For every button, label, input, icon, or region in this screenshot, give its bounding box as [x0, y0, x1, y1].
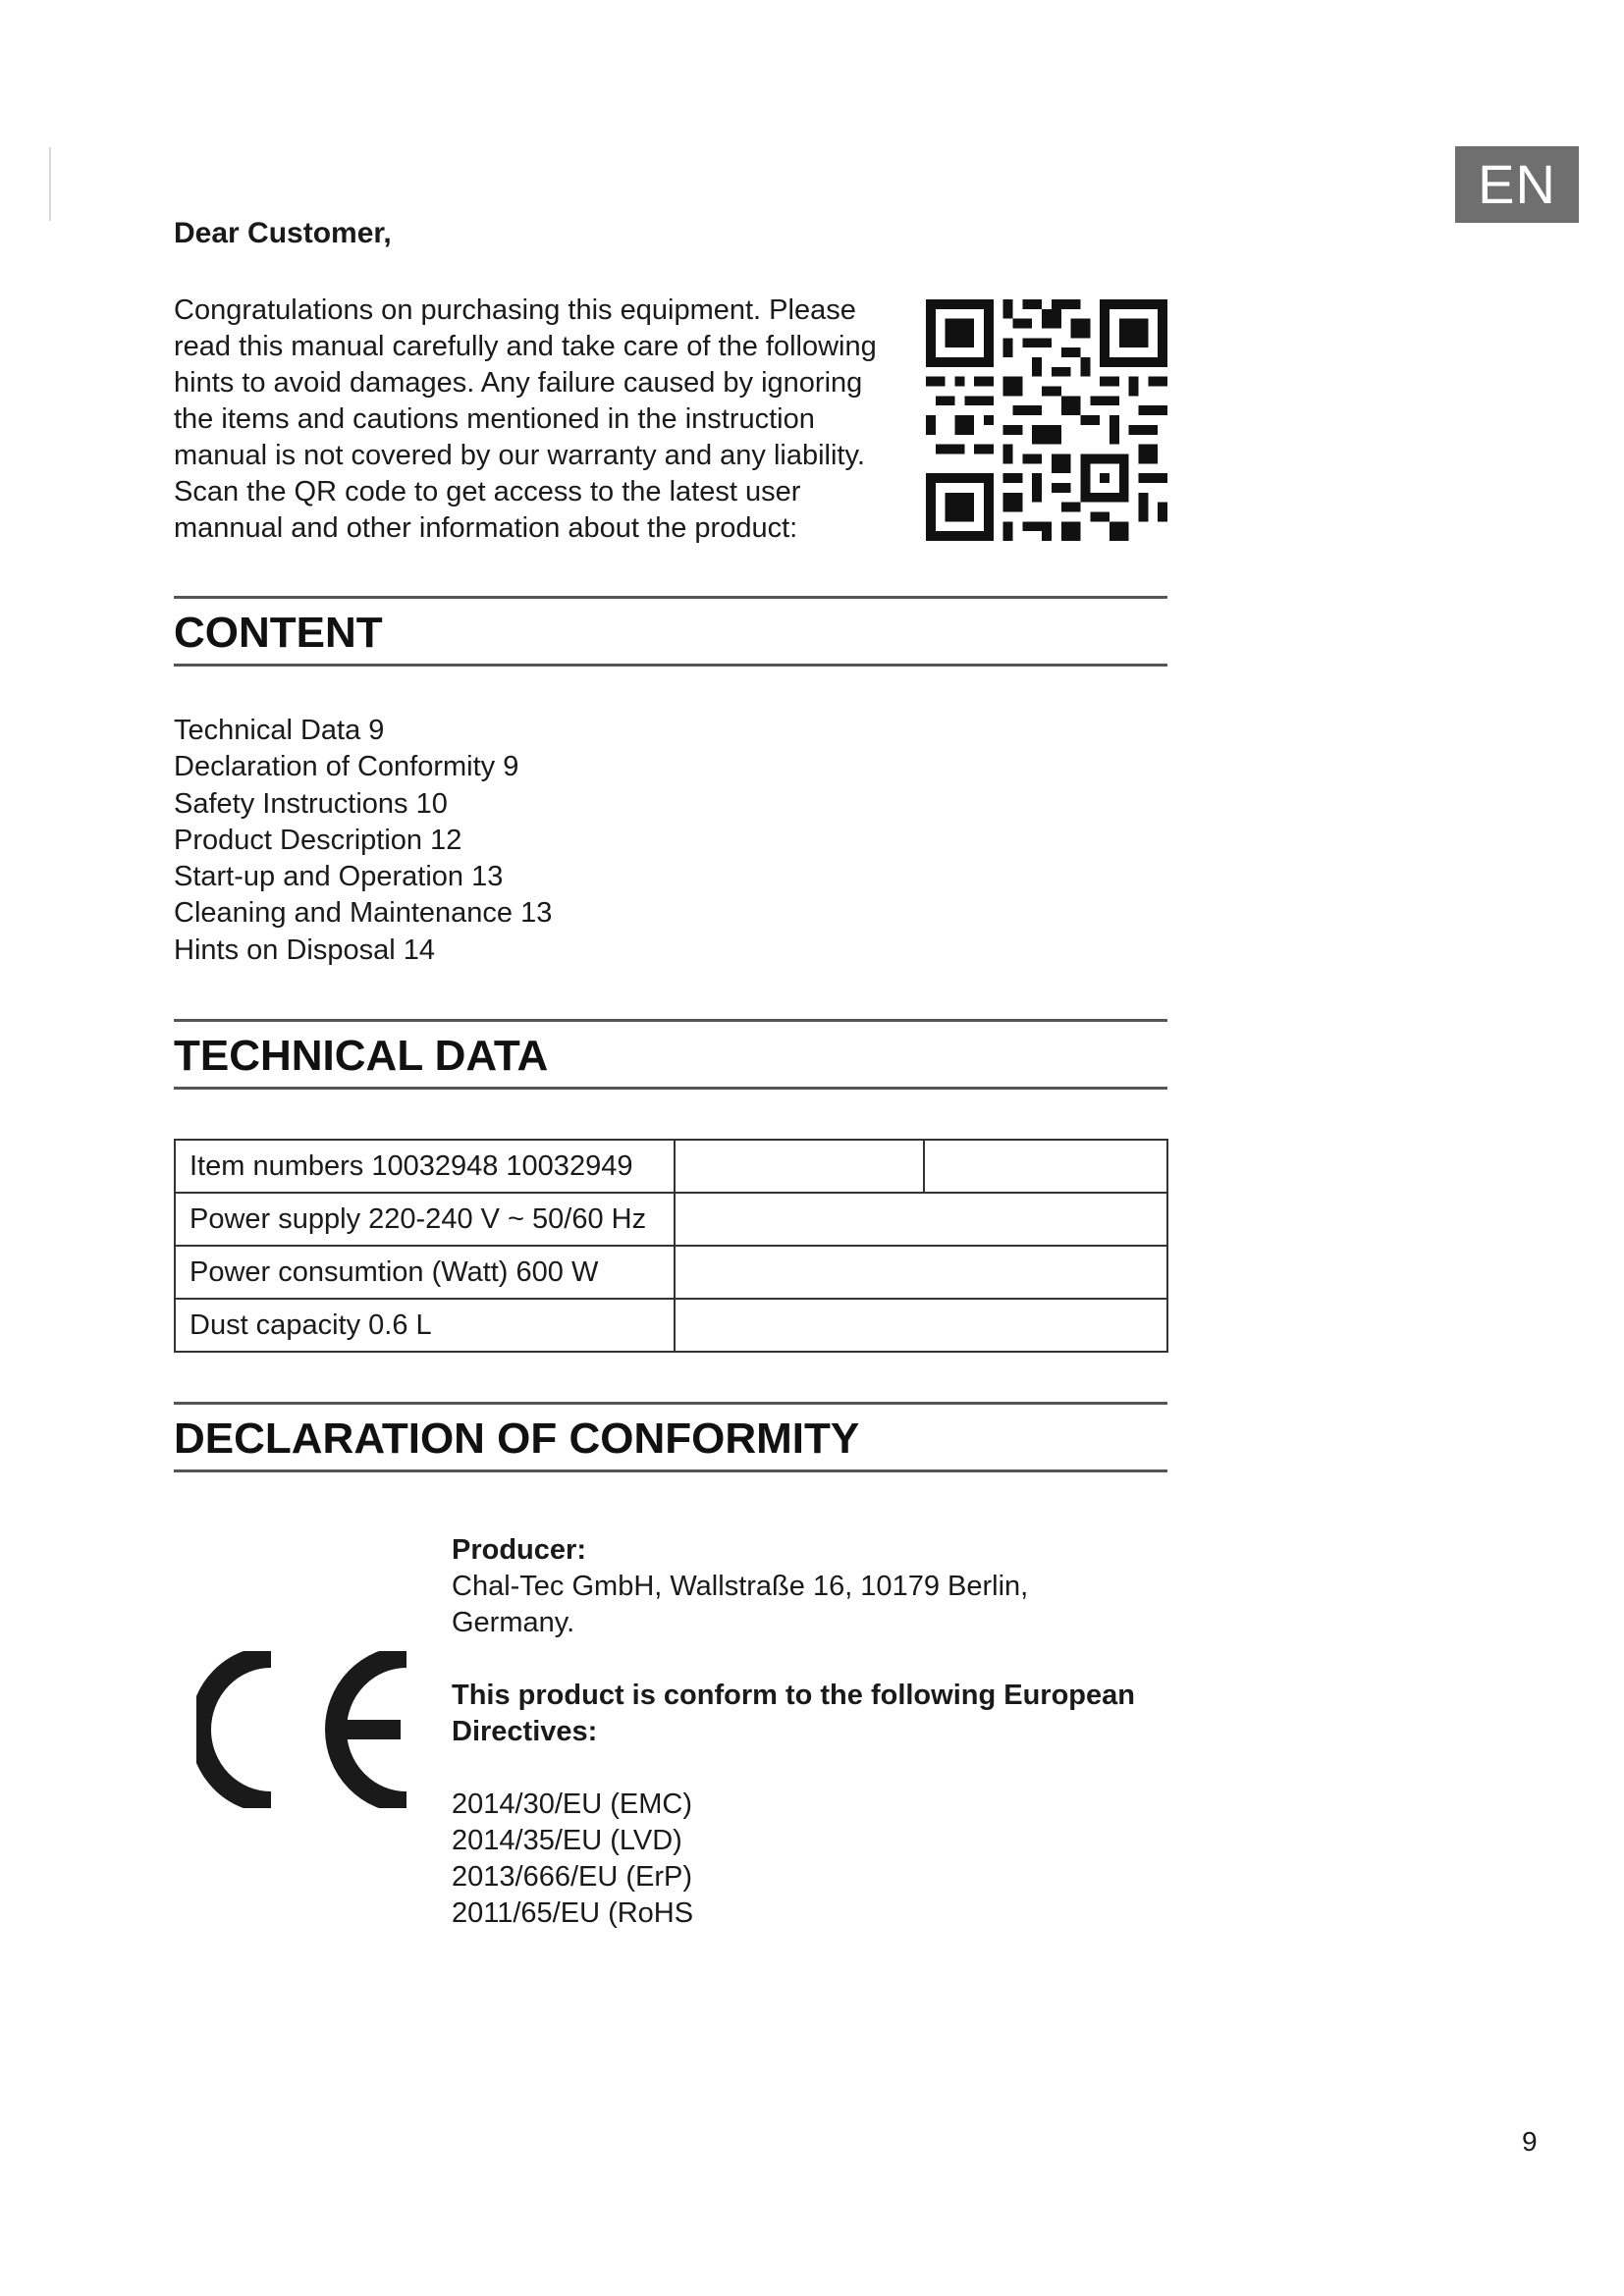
table-row	[175, 1193, 1167, 1246]
table-cell: Power supply 220-240 V ~ 50/60 Hz	[175, 1193, 675, 1246]
greeting: Dear Customer,	[174, 217, 392, 249]
toc-item: Product Description 12	[174, 824, 462, 856]
intro-line: Congratulations on purchasing this equipment. Please	[174, 294, 856, 326]
intro-line: hints to avoid damages. Any failure caused by ignoring	[174, 367, 863, 399]
table-cell: Power consumtion (Watt) 600 W	[175, 1246, 675, 1299]
toc-item: Declaration of Conformity 9	[174, 751, 519, 783]
directive-item: 2013/666/EU (ErP)	[452, 1861, 693, 1893]
table-cell	[924, 1140, 1167, 1193]
section-title-content: CONTENT	[174, 596, 1167, 667]
producer-label: Producer:	[452, 1534, 586, 1566]
table-of-contents	[174, 713, 552, 969]
intro-line: read this manual carefully and take care of the following	[174, 331, 877, 362]
table-cell: Item numbers 10032948 10032949	[175, 1140, 675, 1193]
table-cell	[675, 1193, 1167, 1246]
directives-heading: This product is conform to the following European	[452, 1680, 1135, 1711]
directives-heading: Directives:	[452, 1716, 598, 1747]
page-number: 9	[1522, 2126, 1538, 2157]
ce-mark-icon	[196, 1651, 414, 1808]
directive-item: 2011/65/EU (RoHS	[452, 1897, 694, 1929]
toc-item: Technical Data 9	[174, 715, 385, 746]
margin-mark	[49, 147, 51, 221]
producer-line: Germany.	[452, 1607, 575, 1638]
toc-item: Cleaning and Maintenance 13	[174, 897, 553, 930]
section-title-technical-data: TECHNICAL DATA	[174, 1019, 1167, 1090]
toc-item: Safety Instructions 10	[174, 787, 448, 820]
intro-line: Scan the QR code to get access to the latest user	[174, 476, 801, 507]
toc-item: Hints on Disposal 14	[174, 934, 435, 966]
table-row	[175, 1140, 1167, 1193]
intro-line: manual is not covered by our warranty and any liability.	[174, 440, 865, 471]
table-row	[175, 1246, 1167, 1299]
language-badge: EN	[1455, 146, 1579, 223]
table-cell	[675, 1299, 1167, 1352]
technical-data-table	[174, 1139, 1168, 1353]
producer-line: Chal-Tec GmbH, Wallstraße 16, 10179 Berlin,	[452, 1571, 1029, 1602]
directive-item: 2014/30/EU (EMC)	[452, 1789, 692, 1820]
table-cell: Dust capacity 0.6 L	[175, 1299, 675, 1352]
section-title-declaration: DECLARATION OF CONFORMITY	[174, 1402, 1167, 1472]
declaration-block	[452, 1532, 1159, 1932]
table-cell	[675, 1140, 924, 1193]
intro-line: the items and cautions mentioned in the instruction	[174, 403, 815, 435]
directive-item: 2014/35/EU (LVD)	[452, 1825, 682, 1856]
table-row	[175, 1299, 1167, 1352]
qr-code-icon	[926, 299, 1167, 541]
intro-paragraph	[174, 293, 905, 547]
table-cell	[675, 1246, 1167, 1299]
toc-item: Start-up and Operation 13	[174, 861, 504, 893]
intro-line: mannual and other information about the product:	[174, 512, 798, 544]
